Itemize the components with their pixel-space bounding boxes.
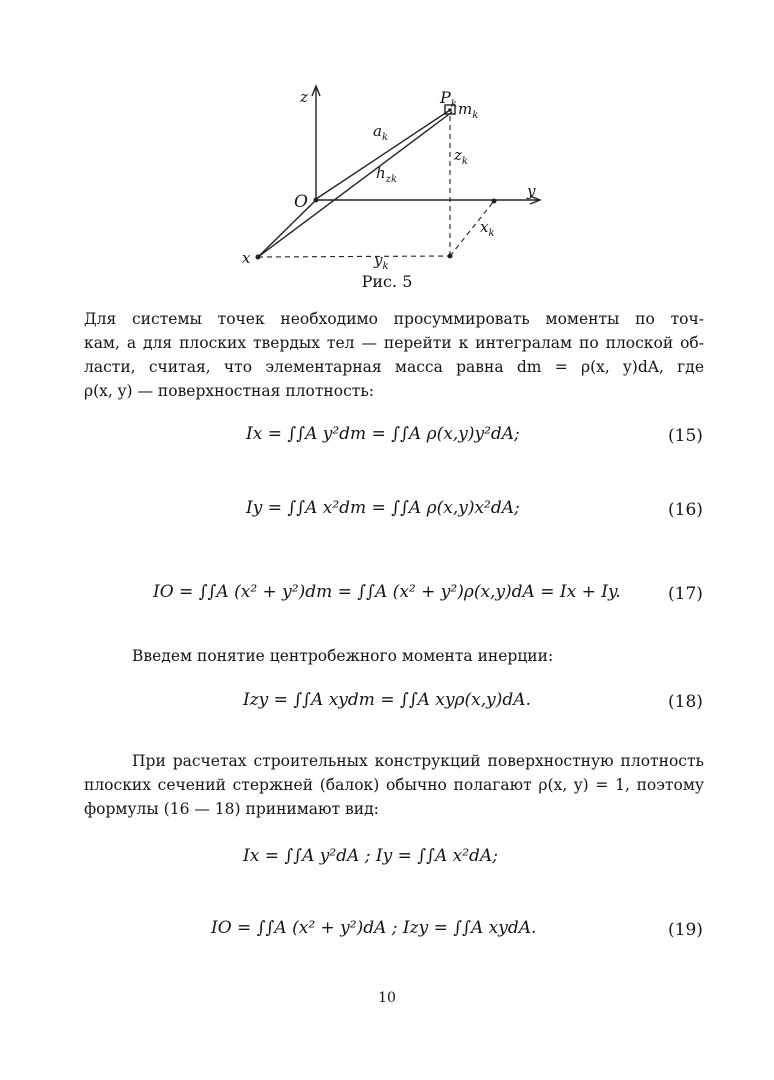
hzk-label: $h_{zk}$ <box>376 164 397 185</box>
x-end-point <box>256 255 261 260</box>
equation-15: Ix = ∫∫A y²dm = ∫∫A ρ(x,y)y²dA; <box>246 424 520 444</box>
paragraph-2-line-1: Введем понятие центробежного момента инерции: <box>132 647 554 665</box>
y-projection-point <box>492 199 497 204</box>
page-number: 10 <box>378 990 396 1006</box>
equation-16-number: (16) <box>668 500 703 520</box>
equation-19-a: Ix = ∫∫A y²dA ; Iy = ∫∫A x²dA; <box>243 846 498 866</box>
paragraph-1-line-4: ρ(x, y) — поверхностная плотность: <box>84 382 374 400</box>
paragraph-3-line-3: формулы (16 — 18) принимают вид: <box>84 800 379 818</box>
paragraph-3 <box>84 749 704 821</box>
yk-dashed-line <box>258 256 450 257</box>
paragraph-3-line-1: При расчетах строительных конструкций поверхностную плотность <box>132 752 704 770</box>
xk-label: $x_k$ <box>480 218 495 239</box>
y-axis-label: y <box>527 182 536 200</box>
paragraph-1 <box>84 307 704 403</box>
equation-18: Izy = ∫∫A xydm = ∫∫A xyρ(x,y)dA. <box>243 690 531 710</box>
projection-point <box>448 254 453 259</box>
hzk-segment <box>258 112 452 257</box>
paragraph-1-line-3: ласти, считая, что элементарная масса равна dm = ρ(x, y)dA, где <box>84 358 704 376</box>
paragraph-1-line-2: кам, а для плоских твердых тел — перейти к интегралам по плоской об- <box>84 334 704 352</box>
equation-15-number: (15) <box>668 426 703 446</box>
ak-segment <box>316 110 450 199</box>
pk-label: $P_k$ <box>440 88 457 110</box>
paragraph-3-line-2: плоских сечений стержней (балок) обычно полагают ρ(x, y) = 1, поэтому <box>84 776 704 794</box>
x-axis-label: x <box>242 249 251 267</box>
equation-18-number: (18) <box>668 692 703 712</box>
yk-label: $y_k$ <box>374 251 389 272</box>
z-axis-label: z <box>300 88 308 106</box>
paragraph-1-line-1: Для системы точек необходимо просуммировать моменты по точ- <box>84 310 704 328</box>
equation-19-number: (19) <box>668 920 703 940</box>
figure-caption: Рис. 5 <box>361 272 413 291</box>
origin-point <box>314 198 319 203</box>
mk-label: $m_k$ <box>458 100 479 121</box>
equation-17-number: (17) <box>668 584 703 604</box>
origin-label: O <box>294 192 308 212</box>
equation-19-b: IO = ∫∫A (x² + y²)dA ; Izy = ∫∫A xydA. <box>211 918 537 938</box>
zk-label: $z_k$ <box>454 146 468 167</box>
equation-17: IO = ∫∫A (x² + y²)dm = ∫∫A (x² + y²)ρ(x,y)dA = Ix + Iy. <box>153 582 621 602</box>
figure-5-diagram <box>0 0 774 300</box>
equation-16: Iy = ∫∫A x²dm = ∫∫A ρ(x,y)x²dA; <box>246 498 520 518</box>
paragraph-2 <box>132 644 704 668</box>
ak-label: $a_k$ <box>373 122 389 143</box>
